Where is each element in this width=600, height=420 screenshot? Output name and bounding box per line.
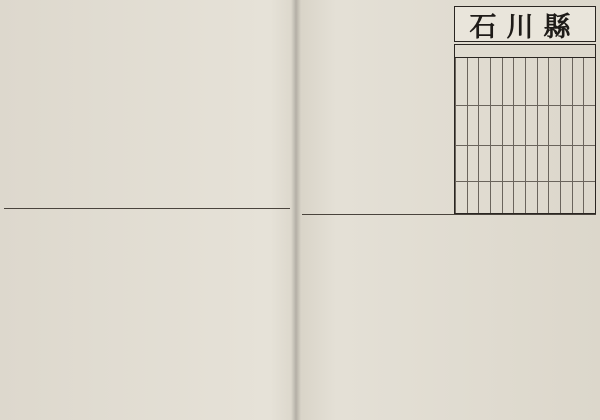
table-rule — [455, 105, 595, 106]
table-column — [525, 58, 537, 213]
text-column — [126, 4, 152, 204]
text-column — [372, 218, 398, 412]
text-column — [94, 214, 120, 412]
text-column — [428, 218, 454, 412]
text-column — [428, 4, 450, 210]
table-column — [583, 58, 595, 213]
text-column — [6, 214, 36, 412]
column-divider — [302, 214, 596, 215]
text-column — [304, 218, 342, 412]
text-column — [98, 4, 124, 204]
statistics-table-caption — [455, 45, 595, 58]
table-column — [478, 58, 490, 213]
text-column — [42, 4, 68, 204]
text-column — [402, 4, 426, 210]
page-gutter — [291, 0, 301, 420]
text-column — [350, 4, 374, 210]
prefecture-title-box — [454, 6, 596, 42]
text-column — [304, 4, 348, 210]
table-column — [537, 58, 549, 213]
text-column — [70, 4, 96, 204]
text-column — [266, 4, 288, 204]
table-column — [513, 58, 525, 213]
table-column — [572, 58, 584, 213]
text-column — [6, 4, 40, 204]
text-column — [262, 214, 288, 412]
text-column — [400, 218, 426, 412]
table-column — [560, 58, 572, 213]
text-column — [154, 4, 180, 204]
text-column — [234, 214, 260, 412]
text-column — [206, 214, 232, 412]
table-column — [548, 58, 560, 213]
text-column — [568, 218, 594, 412]
statistics-table-body — [455, 58, 595, 213]
right-page — [302, 4, 596, 414]
table-column — [455, 58, 467, 213]
statistics-table — [454, 44, 596, 214]
text-column — [344, 218, 370, 412]
table-column — [502, 58, 514, 213]
table-rule — [455, 145, 595, 146]
prefecture-title: 石川縣 — [469, 11, 581, 43]
left-page — [4, 4, 290, 414]
text-column — [38, 214, 64, 412]
text-column — [512, 218, 538, 412]
table-column — [490, 58, 502, 213]
text-column — [150, 214, 176, 412]
text-column — [182, 4, 208, 204]
text-column — [238, 4, 264, 204]
text-column — [210, 4, 236, 204]
text-column — [122, 214, 148, 412]
table-column — [467, 58, 479, 213]
text-column — [66, 214, 92, 412]
text-column — [456, 218, 482, 412]
text-column — [540, 218, 566, 412]
text-column — [178, 214, 204, 412]
text-column — [484, 218, 510, 412]
text-column — [376, 4, 400, 210]
column-divider — [4, 208, 290, 209]
table-rule — [455, 181, 595, 182]
